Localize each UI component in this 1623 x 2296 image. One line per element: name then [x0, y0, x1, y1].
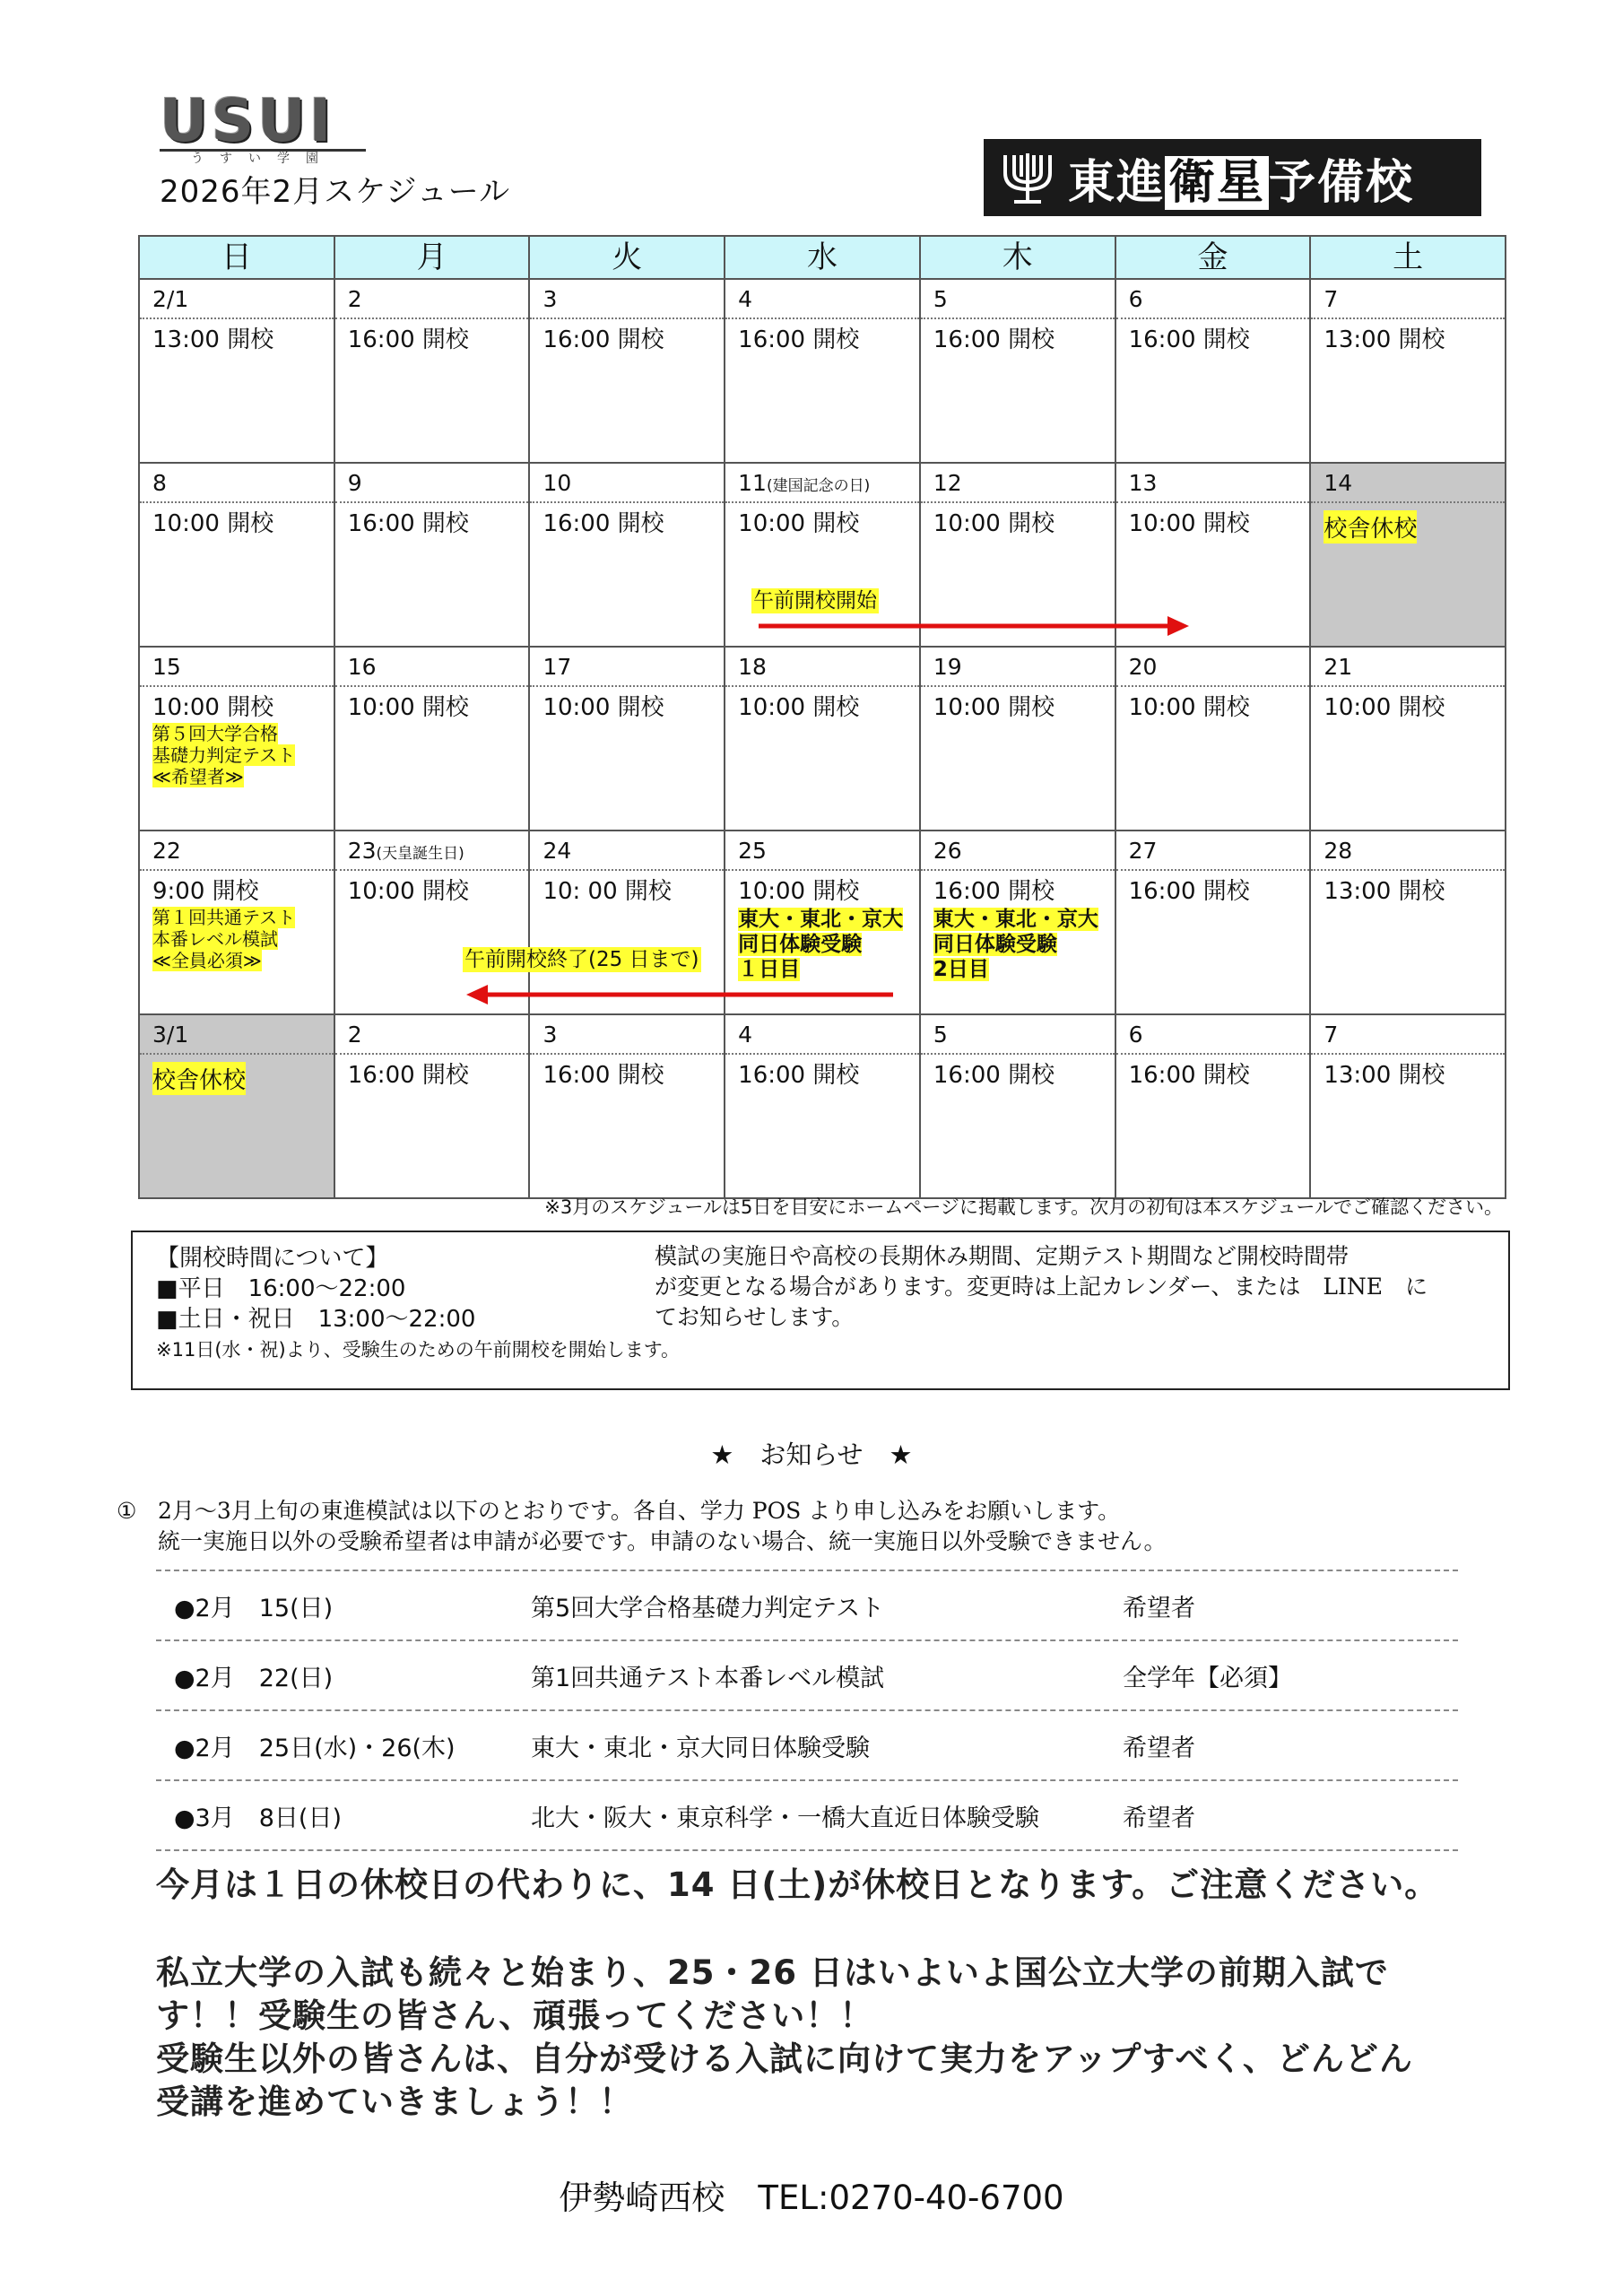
- weekday-fri: 金: [1116, 237, 1312, 278]
- opening-time: 10:00 開校: [1324, 694, 1445, 721]
- exam-schedule-table: [156, 1570, 1458, 1851]
- opening-time: 16:00 開校: [347, 510, 469, 537]
- opening-hours-weekend: ■土日・祝日 13:00～22:00: [156, 1306, 476, 1333]
- day-number-text: 4: [738, 286, 753, 312]
- day-number-text: 12: [933, 470, 962, 496]
- calendar-day: [140, 831, 335, 1013]
- calendar-day: [921, 1015, 1116, 1197]
- event-note-line: 同日体験受験: [738, 933, 863, 956]
- day-number: [725, 648, 919, 687]
- morning-open-start-label: 午前開校開始: [753, 589, 877, 613]
- event-note-line: 第５回大学合格: [152, 723, 278, 744]
- notices-heading: ★ お知らせ ★: [710, 1439, 913, 1470]
- exam-date: ●2月 22(日): [174, 1664, 334, 1692]
- day-number: [335, 280, 529, 319]
- calendar-week: [140, 648, 1505, 831]
- exam-row: [156, 1639, 1458, 1709]
- school-contact-footer: 伊勢崎西校 TEL:0270-40-6700: [559, 2179, 1064, 2217]
- day-number-text: 17: [542, 654, 572, 680]
- opening-time: 10:00 開校: [152, 510, 274, 537]
- calendar-day: [1116, 1015, 1312, 1197]
- exam-date: ●3月 8日(日): [174, 1804, 342, 1832]
- calendar-day: [140, 280, 335, 462]
- exam-target: 希望者: [1123, 1804, 1195, 1832]
- calendar-weeks: [140, 280, 1505, 1197]
- calendar-day: [1311, 648, 1505, 830]
- day-number-text: 8: [152, 470, 167, 496]
- day-number: [921, 280, 1115, 319]
- day-number: [335, 831, 529, 871]
- day-number-text: 5: [933, 286, 948, 312]
- day-number-text: 16: [347, 654, 377, 680]
- calendar-day: [140, 464, 335, 646]
- opening-time: 16:00 開校: [933, 326, 1055, 353]
- opening-time: 10:00 開校: [542, 694, 664, 721]
- day-number: [921, 464, 1115, 503]
- calendar-weekday-header: [140, 237, 1505, 280]
- weekday-thu: 木: [921, 237, 1116, 278]
- calendar-day: [1311, 464, 1505, 646]
- opening-time: 16:00 開校: [542, 510, 664, 537]
- calendar-day: [1311, 831, 1505, 1013]
- exam-target: 希望者: [1123, 1734, 1195, 1762]
- usui-logo-mark: USUI: [160, 86, 335, 155]
- day-number: [921, 831, 1115, 871]
- day-number-text: 27: [1128, 838, 1158, 864]
- calendar-week: [140, 1015, 1505, 1197]
- day-number-text: 19: [933, 654, 962, 680]
- exam-date: ●2月 25日(水)・26(木): [174, 1734, 456, 1762]
- day-number: [921, 1015, 1115, 1055]
- opening-time: 10:00 開校: [347, 694, 469, 721]
- event-note-line: 東大・東北・京大: [933, 908, 1098, 931]
- day-number-text: 23: [347, 838, 377, 864]
- weekday-mon: 月: [335, 237, 531, 278]
- opening-time: 16:00 開校: [1128, 878, 1250, 905]
- day-number: [725, 464, 919, 503]
- notice-intro-line-1: 2月～3月上旬の東進模試は以下のとおりです。各自、学力 POS より申し込みをお願いします。: [158, 1498, 1121, 1524]
- opening-time: 13:00 開校: [1324, 878, 1445, 905]
- toshin-logo-part-2: 衛星: [1165, 156, 1269, 210]
- day-number: [530, 1015, 724, 1055]
- event-note-line: ≪全員必須≫: [152, 950, 262, 971]
- day-number-text: 3: [542, 286, 558, 312]
- day-number-text: 5: [933, 1022, 948, 1048]
- opening-time: 13:00 開校: [1324, 326, 1445, 353]
- day-number-text: 6: [1128, 286, 1143, 312]
- opening-time: 10:00 開校: [933, 510, 1055, 537]
- day-number: [1116, 464, 1310, 503]
- closure-notice: 今月は１日の休校日の代わりに、14 日(土)が休校日となります。ご注意ください。: [156, 1866, 1439, 1904]
- opening-time: 10:00 開校: [1128, 510, 1250, 537]
- day-number: [1116, 280, 1310, 319]
- day-number-text: 11: [738, 470, 767, 496]
- opening-time: 16:00 開校: [738, 1062, 860, 1089]
- day-number-text: 3: [542, 1022, 558, 1048]
- opening-time: 13:00 開校: [1324, 1062, 1445, 1089]
- day-number-text: 24: [542, 838, 572, 864]
- day-number: [140, 280, 334, 319]
- calendar-day: [140, 1015, 335, 1197]
- encouragement-line-1: 私立大学の入試も続々と始まり、25・26 日はいよいよ国公立大学の前期入試で: [156, 1953, 1389, 1992]
- event-note: [140, 723, 334, 787]
- day-number: [140, 831, 334, 871]
- exam-row: [156, 1709, 1458, 1779]
- holiday-name: (天皇誕生日): [376, 845, 464, 863]
- calendar-day: [335, 648, 531, 830]
- calendar-day: [725, 280, 921, 462]
- day-number: [530, 464, 724, 503]
- calendar-day: [1311, 280, 1505, 462]
- encouragement-line-3: 受験生以外の皆さんは、自分が受ける入試に向けて実力をアップすべく、どんどん: [156, 2039, 1413, 2078]
- day-number: [335, 1015, 529, 1055]
- calendar-footnote: ※3月のスケジュールは5日を目安にホームページに掲載します。次月の初旬は本スケジュールでご確認ください。: [544, 1196, 1503, 1218]
- day-number-text: 14: [1324, 470, 1353, 496]
- toshin-logo: [984, 139, 1481, 216]
- change-notice-line-3: てお知らせします。: [655, 1304, 855, 1330]
- calendar: [138, 235, 1506, 1199]
- opening-time: 16:00 開校: [542, 1062, 664, 1089]
- event-note-line: 基礎力判定テスト: [152, 744, 296, 766]
- exam-row: [156, 1570, 1458, 1639]
- opening-time: 10: 00 開校: [542, 878, 672, 905]
- day-number: [140, 1015, 334, 1055]
- opening-time: 16:00 開校: [347, 1062, 469, 1089]
- weekday-sun: 日: [140, 237, 335, 278]
- notice-item-number: ①: [117, 1498, 137, 1524]
- event-note-line: 東大・東北・京大: [738, 908, 904, 931]
- day-number-text: 26: [933, 838, 962, 864]
- exam-name: 第1回共通テスト本番レベル模試: [531, 1664, 885, 1692]
- day-number-text: 28: [1324, 838, 1353, 864]
- calendar-day: [140, 648, 335, 830]
- calendar-day: [530, 648, 725, 830]
- day-number-text: 2: [347, 286, 362, 312]
- day-number: [1116, 831, 1310, 871]
- day-number: [921, 648, 1115, 687]
- calendar-day: [1116, 648, 1312, 830]
- change-notice-line-2: が変更となる場合があります。変更時は上記カレンダー、または LINE に: [655, 1274, 1428, 1300]
- opening-hours-heading: 【開校時間について】: [156, 1245, 389, 1272]
- calendar-day: [725, 1015, 921, 1197]
- opening-time: 16:00 開校: [347, 326, 469, 353]
- opening-time: 16:00 開校: [1128, 1062, 1250, 1089]
- calendar-day: [335, 1015, 531, 1197]
- calendar-day: [725, 648, 921, 830]
- day-number-text: 15: [152, 654, 181, 680]
- calendar-day: [530, 280, 725, 462]
- toshin-logo-part-3: 予備校: [1269, 155, 1415, 210]
- calendar-week: [140, 280, 1505, 464]
- closed-label: 校舎休校: [1324, 510, 1417, 544]
- day-number: [1311, 464, 1505, 503]
- opening-time: 10:00 開校: [738, 878, 860, 905]
- exam-target: 全学年【必須】: [1123, 1664, 1292, 1692]
- opening-hours-change-notice: [655, 1241, 1488, 1333]
- day-number-text: 10: [542, 470, 572, 496]
- day-number-text: 4: [738, 1022, 753, 1048]
- usui-logo-sub: うすい学園: [160, 149, 366, 166]
- event-note-line: ≪希望者≫: [152, 766, 244, 787]
- exam-name: 第5回大学合格基礎力判定テスト: [531, 1594, 885, 1622]
- opening-time: 16:00 開校: [933, 878, 1055, 905]
- day-number: [140, 648, 334, 687]
- day-number-text: 9: [347, 470, 362, 496]
- menorah-icon: [996, 146, 1059, 209]
- closed-label: 校舎休校: [152, 1062, 246, 1095]
- exam-name: 北大・阪大・東京科学・一橋大直近日体験受験: [531, 1804, 1039, 1832]
- day-number-text: 6: [1128, 1022, 1143, 1048]
- opening-time: 10:00 開校: [933, 694, 1055, 721]
- day-number: [530, 831, 724, 871]
- weekday-sat: 土: [1393, 239, 1424, 275]
- day-number-text: 2: [347, 1022, 362, 1048]
- day-number: [1311, 280, 1505, 319]
- exam-target: 希望者: [1123, 1594, 1195, 1622]
- page-title: 2026年2月スケジュール: [160, 174, 511, 210]
- calendar-day: [530, 1015, 725, 1197]
- day-number-text: 18: [738, 654, 767, 680]
- day-number: [335, 648, 529, 687]
- event-note-line: 同日体験受験: [933, 933, 1057, 956]
- day-number-text: 13: [1128, 470, 1158, 496]
- opening-hours-weekday: ■平日 16:00～22:00: [156, 1275, 406, 1302]
- calendar-day: [530, 464, 725, 646]
- calendar-day: [335, 280, 531, 462]
- event-note-line: 本番レベル模試: [152, 928, 278, 950]
- opening-time: 10:00 開校: [1128, 694, 1250, 721]
- exam-row: [156, 1779, 1458, 1851]
- day-number: [1311, 831, 1505, 871]
- day-number-text: 22: [152, 838, 181, 864]
- event-note-line: 2日目: [933, 958, 989, 981]
- day-number: [530, 280, 724, 319]
- exam-name: 東大・東北・京大同日体験受験: [531, 1734, 870, 1762]
- opening-hours-box: [131, 1231, 1510, 1390]
- day-number: [1311, 1015, 1505, 1055]
- opening-time: 16:00 開校: [542, 326, 664, 353]
- exam-encouragement: [156, 1952, 1413, 2124]
- day-number: [725, 280, 919, 319]
- calendar-day: [921, 280, 1116, 462]
- opening-time: 10:00 開校: [738, 510, 860, 537]
- day-number-text: 25: [738, 838, 767, 864]
- day-number: [725, 1015, 919, 1055]
- event-note-line: １日目: [738, 958, 801, 981]
- usui-logo: [160, 86, 373, 166]
- opening-time: 16:00 開校: [738, 326, 860, 353]
- opening-time: 9:00 開校: [152, 878, 259, 905]
- event-note: [725, 907, 919, 982]
- calendar-day: [921, 648, 1116, 830]
- day-number-text: 20: [1128, 654, 1158, 680]
- day-number: [1311, 648, 1505, 687]
- opening-time: 10:00 開校: [152, 694, 274, 721]
- day-number-text: 3/1: [152, 1022, 189, 1048]
- morning-open-end-label: 午前開校終了(25 日まで): [464, 948, 699, 971]
- change-notice-line-1: 模試の実施日や高校の長期休み期間、定期テスト期間など開校時間帯: [655, 1243, 1350, 1269]
- day-number: [140, 464, 334, 503]
- weekday-tue: 火: [530, 237, 725, 278]
- day-number-text: 21: [1324, 654, 1353, 680]
- calendar-day: [335, 464, 531, 646]
- day-number: [530, 648, 724, 687]
- opening-time: 16:00 開校: [1128, 326, 1250, 353]
- event-note-line: 第１回共通テスト: [152, 907, 296, 928]
- event-note: [140, 907, 334, 971]
- opening-time: 16:00 開校: [933, 1062, 1055, 1089]
- exam-date: ●2月 15(日): [174, 1594, 334, 1622]
- holiday-name: (建国記念の日): [766, 477, 871, 495]
- notices-intro: [117, 1496, 1167, 1557]
- calendar-day: [1116, 831, 1312, 1013]
- opening-time: 10:00 開校: [347, 878, 469, 905]
- morning-open-end-arrow: [466, 983, 897, 1006]
- notice-intro-line-2: 統一実施日以外の受験希望者は申請が必要です。申請のない場合、統一実施日以外受験できません。: [158, 1528, 1167, 1554]
- day-number: [1116, 1015, 1310, 1055]
- opening-hours-note: ※11日(水・祝)より、受験生のための午前開校を開始します。: [156, 1339, 681, 1361]
- encouragement-line-2: す！！受験生の皆さん、頑張ってください！！: [156, 1996, 874, 2035]
- morning-open-start-arrow: [759, 614, 1189, 638]
- day-number-text: 7: [1324, 1022, 1339, 1048]
- calendar-day: [921, 831, 1116, 1013]
- weekday-wed: 水: [725, 237, 921, 278]
- day-number-text: 7: [1324, 286, 1339, 312]
- day-number-text: 2/1: [152, 286, 189, 312]
- opening-time: 10:00 開校: [738, 694, 860, 721]
- calendar-day: [1311, 1015, 1505, 1197]
- calendar-day: [1116, 280, 1312, 462]
- toshin-logo-text: [1068, 144, 1414, 212]
- day-number: [1116, 648, 1310, 687]
- day-number: [725, 831, 919, 871]
- day-number: [335, 464, 529, 503]
- event-note: [921, 907, 1115, 982]
- opening-time: 13:00 開校: [152, 326, 274, 353]
- opening-hours-left: [156, 1243, 680, 1365]
- toshin-logo-part-1: 東進: [1068, 155, 1166, 210]
- encouragement-line-4: 受講を進めていきましょう！！: [156, 2083, 633, 2121]
